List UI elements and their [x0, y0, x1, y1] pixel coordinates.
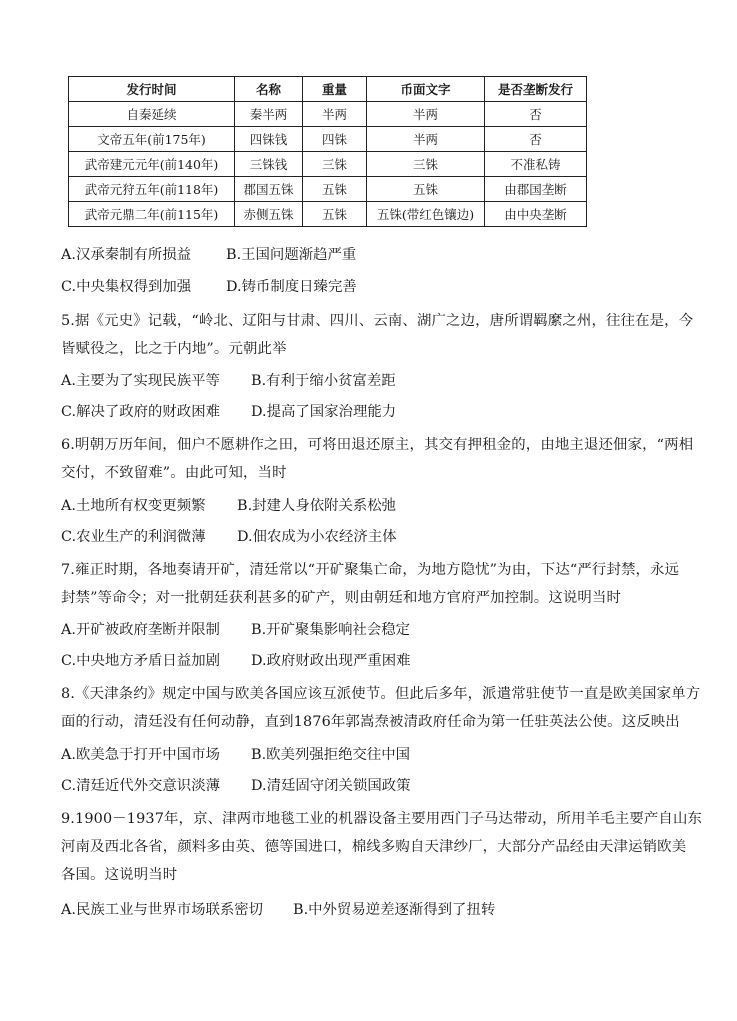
q4-option-a[interactable]: A.汉承秦制有所损益 — [61, 247, 192, 263]
q9-stem-line-2: 河南及西北各省，颜料多由英、德等国进口，棉线多购自天津纱厂，大部分产品经由天津运销欧美 — [61, 839, 687, 855]
q7-option-b[interactable]: B.开矿聚集影响社会稳定 — [251, 622, 411, 638]
q8-option-c[interactable]: C.清廷近代外交意识淡薄 — [61, 778, 220, 794]
table-cell: 郡国五铢 — [235, 177, 303, 202]
q8-option-d[interactable]: D.清廷固守闭关锁国政策 — [251, 778, 411, 794]
table-row — [69, 177, 587, 202]
table-cell: 四铢钱 — [235, 127, 303, 152]
q6-option-c[interactable]: C.农业生产的利润微薄 — [61, 529, 206, 545]
q4-option-d[interactable]: D.铸币制度日臻完善 — [226, 279, 357, 295]
table-cell: 赤侧五铢 — [235, 202, 303, 227]
table-row — [69, 127, 587, 152]
q5-stem-line-2: 皆赋役之，比之于内地”。元朝此举 — [61, 341, 287, 357]
header-monopoly: 是否垄断发行 — [485, 77, 587, 102]
table-cell: 五铢 — [367, 177, 485, 202]
header-inscription: 币面文字 — [367, 77, 485, 102]
table-cell: 四铢 — [303, 127, 367, 152]
header-name: 名称 — [235, 77, 303, 102]
table-cell: 否 — [485, 102, 587, 127]
table-header-row — [69, 77, 587, 102]
table-cell: 五铢 — [303, 177, 367, 202]
q5-option-d[interactable]: D.提高了国家治理能力 — [251, 404, 397, 420]
table-cell: 武帝元狩五年(前118年) — [69, 177, 235, 202]
table-cell: 秦半两 — [235, 102, 303, 127]
table-cell: 半两 — [367, 127, 485, 152]
q8-option-a[interactable]: A.欧美急于打开中国市场 — [61, 747, 220, 763]
q9-stem-line-1: 9.1900－1937年，京、津两市地毯工业的机器设备主要用西门子马达带动，所用羊毛主要产自山东 — [61, 811, 703, 827]
header-weight: 重量 — [303, 77, 367, 102]
q6-option-a[interactable]: A.土地所有权变更频繁 — [61, 498, 206, 514]
q5-option-a[interactable]: A.主要为了实现民族平等 — [61, 373, 220, 389]
q8-stem-line-1: 8.《天津条约》规定中国与欧美各国应该互派使节。但此后多年，派遣常驻使节一直是欧美国家单方 — [61, 686, 701, 702]
table-cell: 由中央垄断 — [485, 202, 587, 227]
q9-option-a[interactable]: A.民族工业与世界市场联系密切 — [61, 902, 264, 918]
q7-stem-line-2: 封禁”等命令；对一批朝廷获利甚多的矿产，则由朝廷和地方官府严加控制。这说明当时 — [61, 590, 622, 606]
q5-option-b[interactable]: B.有利于缩小贫富差距 — [251, 373, 396, 389]
table-row — [69, 202, 587, 227]
coin-table — [68, 76, 587, 227]
table-cell: 半两 — [303, 102, 367, 127]
table-row — [69, 102, 587, 127]
table-cell: 武帝元鼎二年(前115年) — [69, 202, 235, 227]
q7-option-c[interactable]: C.中央地方矛盾日益加剧 — [61, 653, 220, 669]
table-cell: 五铢 — [303, 202, 367, 227]
table-cell: 文帝五年(前175年) — [69, 127, 235, 152]
q7-option-d[interactable]: D.政府财政出现严重困难 — [251, 653, 411, 669]
q4-option-c[interactable]: C.中央集权得到加强 — [61, 279, 192, 295]
table-cell: 武帝建元元年(前140年) — [69, 152, 235, 177]
header-issue-time: 发行时间 — [69, 77, 235, 102]
q4-option-b[interactable]: B.王国问题渐趋严重 — [226, 247, 357, 263]
q5-stem-line-1: 5.据《元史》记载，“岭北、辽阳与甘肃、四川、云南、湖广之边，唐所谓羁縻之州，往往在是，今 — [61, 313, 694, 329]
q6-option-d[interactable]: D.佃农成为小农经济主体 — [237, 529, 397, 545]
q5-option-c[interactable]: C.解决了政府的财政困难 — [61, 404, 220, 420]
table-cell: 由郡国垄断 — [485, 177, 587, 202]
q8-option-b[interactable]: B.欧美列强拒绝交往中国 — [251, 747, 411, 763]
q6-option-b[interactable]: B.封建人身依附关系松弛 — [237, 498, 397, 514]
table-cell: 半两 — [367, 102, 485, 127]
table-cell: 否 — [485, 127, 587, 152]
table-cell: 三铢钱 — [235, 152, 303, 177]
table-cell: 三铢 — [303, 152, 367, 177]
q9-stem-line-3: 各国。这说明当时 — [61, 867, 178, 883]
table-cell: 不准私铸 — [485, 152, 587, 177]
q7-stem-line-1: 7.雍正时期，各地奏请开矿，清廷常以“开矿聚集亡命，为地方隐忧”为由，下达“严行封禁，永远 — [61, 562, 680, 578]
q9-option-b[interactable]: B.中外贸易逆差逐渐得到了扭转 — [293, 902, 496, 918]
table-row — [69, 152, 587, 177]
table-cell: 三铢 — [367, 152, 485, 177]
q7-option-a[interactable]: A.开矿被政府垄断并限制 — [61, 622, 220, 638]
table-cell: 五铢(带红色镶边) — [367, 202, 485, 227]
q6-stem-line-1: 6.明朝万历年间，佃户不愿耕作之田，可将田退还原主，其交有押租金的，由地主退还佃家，“两相 — [61, 437, 694, 453]
q8-stem-line-2: 面的行动，清廷没有任何动静，直到1876年郭嵩焘被清政府任命为第一任驻英法公使。这反映出 — [61, 714, 680, 730]
q6-stem-line-2: 交付，不致留难”。由此可知，当时 — [61, 465, 287, 481]
table-cell: 自秦延续 — [69, 102, 235, 127]
